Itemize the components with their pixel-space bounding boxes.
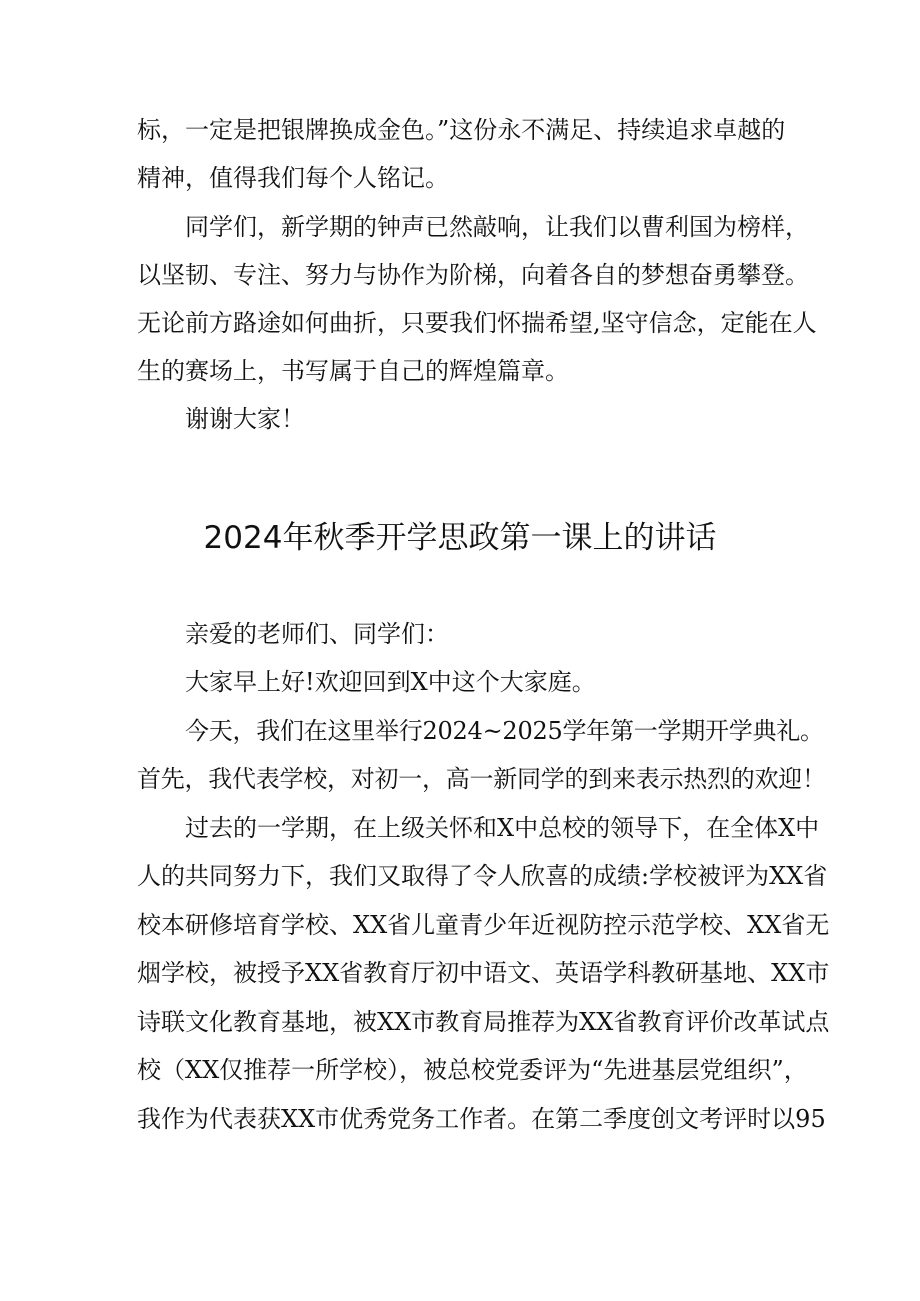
speech-line-2: 大家早上好!欢迎回到X中这个大家庭。 (185, 668, 596, 696)
prev-line-5: 无论前方路途如何曲折，只要我们怀揣希望,坚守信念，定能在人 (137, 309, 817, 337)
prev-line-7: 谢谢大家！ (185, 405, 305, 433)
speech-line-6: 人的共同努力下，我们又取得了令人欣喜的成绩:学校被评为XX省 (137, 862, 828, 890)
speech-line-3: 今天，我们在这里举行2024~2025学年第一学期开学典礼。 (185, 717, 824, 745)
speech-line-8: 烟学校，被授予XX省教育厅初中语文、英语学科教研基地、XX市 (137, 959, 830, 987)
speech-line-5: 过去的一学期，在上级关怀和X中总校的领导下，在全体X中 (185, 814, 820, 842)
speech-line-10: 校（XX仅推荐一所学校），被总校党委评为“先进基层党组织”， (137, 1056, 808, 1084)
speech-line-11: 我作为代表获XX市优秀党务工作者。在第二季度创文考评时以95 (137, 1105, 826, 1133)
speech-line-4: 首先，我代表学校，对初一，高一新同学的到来表示热烈的欢迎！ (137, 765, 826, 793)
speech-line-9: 诗联文化教育基地，被XX市教育局推荐为XX省教育评价改革试点 (137, 1008, 830, 1036)
prev-line-1: 标，一定是把银牌换成金色。”这份永不满足、持续追求卓越的 (137, 116, 786, 144)
page-title: 2024年秋季开学思政第一课上的讲话 (203, 520, 717, 556)
prev-line-2: 精神，值得我们每个人铭记。 (137, 164, 449, 192)
prev-line-3: 同学们，新学期的钟声已然敲响，让我们以曹利国为榜样， (185, 213, 809, 241)
prev-line-6: 生的赛场上，书写属于自己的辉煌篇章。 (137, 357, 569, 385)
speech-line-7: 校本研修培育学校、XX省儿童青少年近视防控示范学校、XX省无 (137, 911, 830, 939)
prev-line-4: 以坚韧、专注、努力与协作为阶梯，向着各自的梦想奋勇攀登。 (137, 261, 809, 289)
speech-line-1: 亲爱的老师们、同学们： (185, 620, 449, 648)
